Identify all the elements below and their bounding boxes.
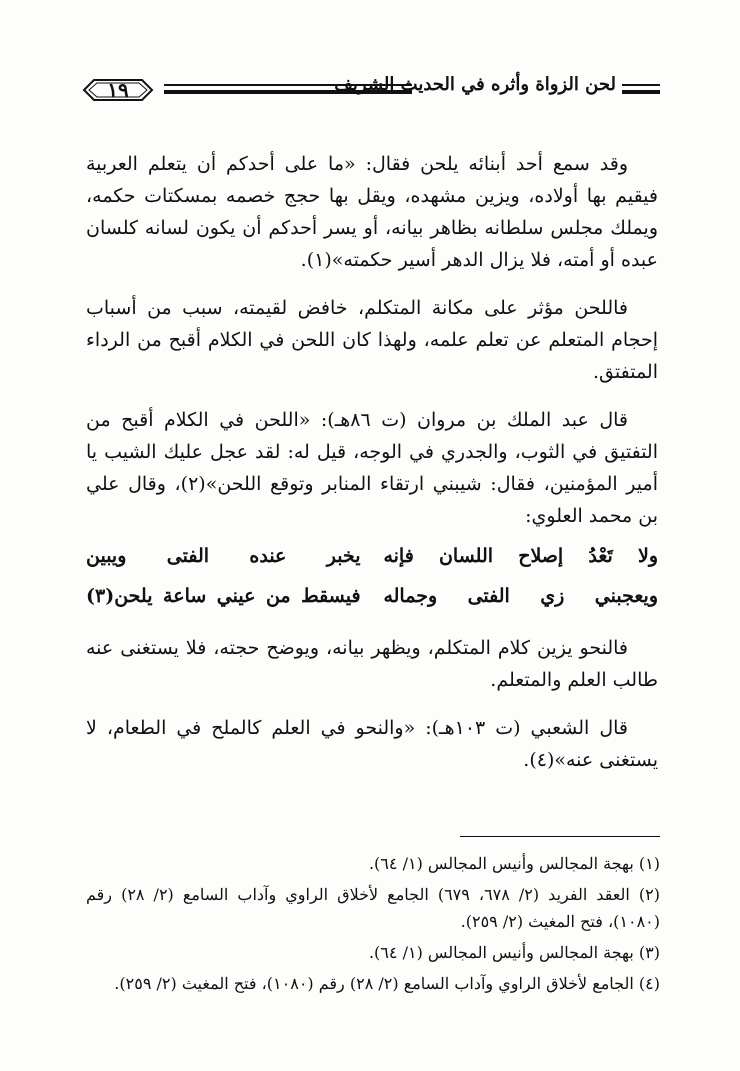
main-text xyxy=(86,148,658,792)
verse-2-second-hemistich: فيسقط من عيني ساعة يلحن(٣) xyxy=(86,585,361,607)
footnote-separator xyxy=(460,836,660,837)
paragraph-5: قال الشعبي (ت ١٠٣هـ): «والنحو في العلم كالملح في الطعام، لا يستغنى عنه»(٤). xyxy=(86,717,658,771)
footnote-1: (١) بهجة المجالس وأنيس المجالس (١/ ٦٤). xyxy=(368,854,660,873)
footnote-3: (٣) بهجة المجالس وأنيس المجالس (١/ ٦٤). xyxy=(368,943,660,962)
paragraph-1: وقد سمع أحد أبنائه يلحن فقال: «ما على أحدكم أن يتعلم العربية فيقيم بها أولاده، ويزين مشهده، ويقل بها حجج خصمه بمسكتات حكمه، ويملك مجلس سلطانه بظاهر بيانه، أو يسر أحدكم أن يكون لسانه كلسان عبده أو أمته، فلا يزال الدهر أسير حكمته»(١). xyxy=(86,153,658,271)
page-number-badge xyxy=(80,76,156,104)
verse-line-1 xyxy=(86,536,658,576)
running-header xyxy=(80,72,660,112)
paragraph-4: فالنحو يزين كلام المتكلم، ويظهر بيانه، ويوضح حجته، فلا يستغنى عنه طالب العلم والمتعلم. xyxy=(86,637,658,691)
page-number: ١٩ xyxy=(107,78,129,102)
verse-2-first-hemistich: ويعجبني زي الفتى وجماله xyxy=(383,585,658,607)
footnotes xyxy=(86,850,660,1001)
footnote-4: (٤) الجامع لأخلاق الراوي وآداب السامع (٢/ ٢٨) رقم (١٠٨٠)، فتح المغيث (٢/ ٢٥٩). xyxy=(114,974,660,993)
verse-1-first-hemistich: ولا تَعْدُ إصلاح اللسان فإنه xyxy=(383,545,658,567)
header-dash xyxy=(622,84,660,94)
verse-line-2 xyxy=(86,576,658,616)
paragraph-3: قال عبد الملك بن مروان (ت ٨٦هـ): «اللحن في الكلام أقبح من التفتيق في الثوب، والجدري في الوجه، قيل له: لقد عجل عليك الشيب يا أمير المؤمنين، فقال: شيبني ارتقاء المنابر وتوقع اللحن»(٢)، وقال علي بن محمد العلوي: xyxy=(86,409,658,527)
footnote-2: (٢) العقد الفريد (٢/ ٦٧٨، ٦٧٩) الجامع لأخلاق الراوي وآداب السامع (٢/ ٢٨) رقم (١٠٨٠)، فتح المغيث (٢/ ٢٥٩). xyxy=(86,885,660,931)
paragraph-2: فاللحن مؤثر على مكانة المتكلم، خافض لقيمته، سبب من أسباب إحجام المتعلم عن تعلم علمه، ولهذا كان اللحن في الكلام أقبح من الرداء المتفتق. xyxy=(86,297,658,383)
verse-1-second-hemistich: يخبر عنده الفتى ويبين xyxy=(86,545,361,567)
header-title: لحن الزواة وأثره في الحديث الشريف xyxy=(334,74,616,95)
